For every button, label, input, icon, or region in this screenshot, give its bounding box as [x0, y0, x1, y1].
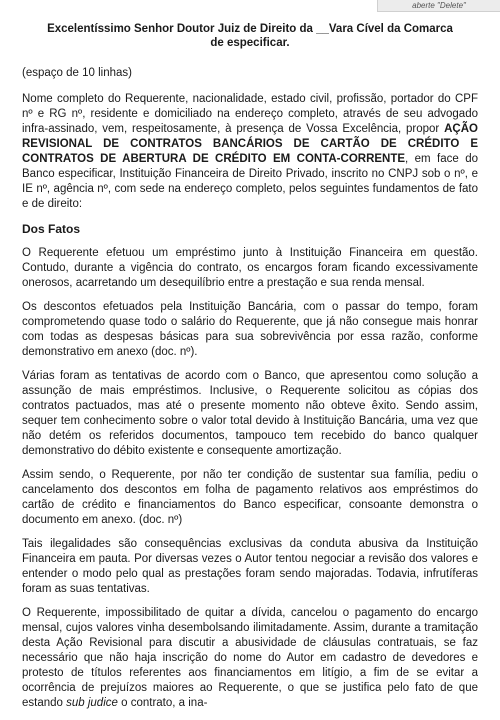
corner-tag: aberte "Delete": [377, 0, 500, 12]
facts-paragraph-2: Os descontos efetuados pela Instituição Bancária, com o passar do tempo, foram comprometendo quase todo o salário do Requerente, que já não consegue mais honrar com todas as despesas básicas para sua sobrevivência por essa razão, conforme demonstrativo em anexo (doc. nº).: [22, 301, 478, 358]
facts-paragraph-1: O Requerente efetuou um empréstimo junto à Instituição Financeira em questão. Contudo, durante a vigência do contrato, os encargos foram ficando excessivamente onerosos, acarretando um desequilíbrio entre a prestação e sua renda mensal.: [22, 247, 478, 289]
section-heading-dos-fatos: Dos Fatos: [22, 222, 81, 236]
spacing-note: (espaço de 10 linhas): [22, 67, 132, 79]
intro-text-a: Nome completo do Requerente, nacionalidade, estado civil, profissão, portador do CPF nº e RG nº, residente e domiciliado na endereço completo, através de seu advogado infra-assinado, vem, respeitosamente, à presença de Vossa Excelência, propor: [22, 93, 478, 135]
facts-paragraph-6: [22, 606, 478, 711]
document-title-line-2: de especificar.: [210, 37, 290, 49]
action-title: AÇÃO REVISIONAL DE CONTRATOS BANCÁRIOS DE CARTÃO DE CRÉDITO E CONTRATOS DE ABERTURA DE CRÉDITO EM CONTA-CORRENTE: [22, 123, 478, 165]
sub-judice-term: sub judice: [66, 697, 118, 709]
intro-text-b: , em face do Banco especificar, Instituição Financeira de Direito Privado, inscrito no CNPJ sob o nº, e IE nº, agência nº, com sede na endereço completo, pelos seguintes fundamentos de fato e de direito:: [22, 153, 478, 210]
facts-paragraph-3: Várias foram as tentativas de acordo com o Banco, que apresentou como solução a assunção de mais empréstimos. Inclusive, o Requerente solicitou as cópias dos contratos pactuados, mas até o presente momento não obteve êxito. Sendo assim, sequer tem conhecimento sobre o valor total devido à Instituição Bancária, uma vez que não detém os referidos documentos, tampouco tem recebido do banco qualquer demonstrativo do débito existente e consequente amortização.: [22, 370, 478, 457]
facts-paragraph-6-text-a: O Requerente, impossibilitado de quitar a dívida, cancelou o pagamento do encargo mensal, cujos valores vinha desembolsando ilimitadamente. Assim, durante a tramitação desta Ação Revisional para discutir a abusividade de cláusulas contratuais, se faz necessário que não haja inscrição do nome do Autor em cadastro de devedores e protesto de títulos referentes aos financiamentos em litígio, a fim de se evitar a ocorrência de prejuízos maiores ao Requerente, o que se justifica pelo fato de que estando: [22, 607, 478, 709]
facts-paragraph-5: Tais ilegalidades são consequências exclusivas da conduta abusiva da Instituição Financeira em pauta. Por diversas vezes o Autor tentou negociar a revisão dos valores e entender o modo pelo qual as prestações foram sendo majoradas. Todavia, infrutíferas foram as suas tentativas.: [22, 538, 478, 595]
facts-paragraph-6-text-b: o contrato, a ina-: [117, 697, 208, 709]
intro-paragraph: [22, 92, 478, 212]
document-page: [22, 22, 478, 720]
facts-paragraph-4: Assim sendo, o Requerente, por não ter condição de sustentar sua família, pediu o cancelamento dos descontos em folha de pagamento relativos aos empréstimos do cartão de crédito e financiamentos do Banco especificar, consoante demonstra o documento em anexo. (doc. nº): [22, 469, 478, 526]
document-title-line-1: Excelentíssimo Senhor Doutor Juiz de Direito da __Vara Cível da Comarca: [47, 23, 453, 35]
